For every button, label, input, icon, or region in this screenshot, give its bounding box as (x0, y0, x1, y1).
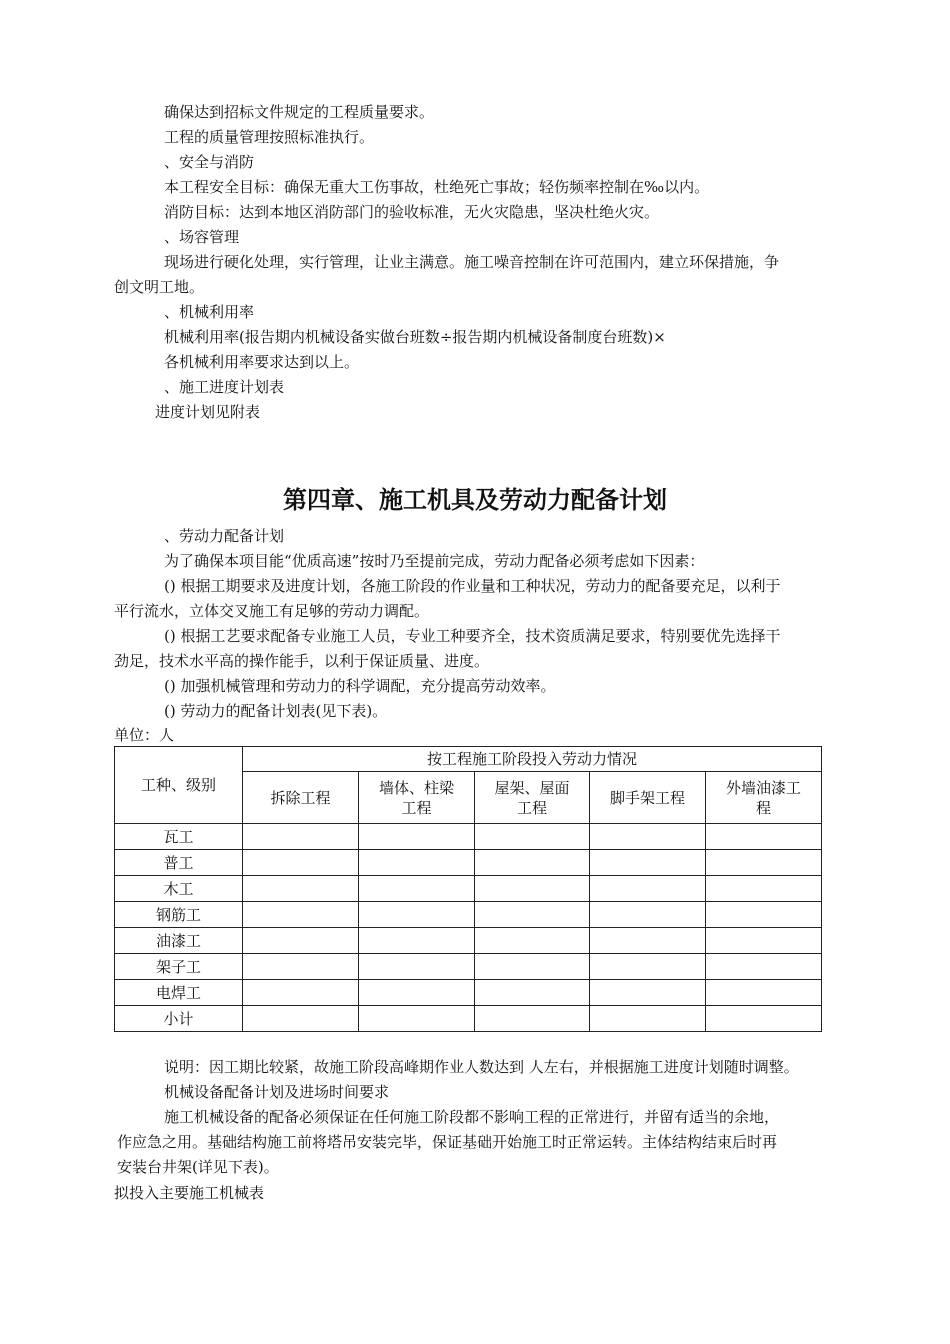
trade-cell: 普工 (115, 850, 243, 876)
section-heading: 机械设备配备计划及进场时间要求 (164, 1083, 390, 1101)
column-header: 外墙油漆工 程 (706, 772, 822, 824)
column-header: 屋架、屋面 工程 (475, 772, 590, 824)
trade-cell: 小计 (115, 1006, 243, 1032)
table-caption: 拟投入主要施工机械表 (114, 1184, 265, 1202)
table-row (115, 928, 822, 954)
trade-cell: 架子工 (115, 954, 243, 980)
paragraph: 工程的质量管理按照标准执行。 (164, 128, 375, 146)
table-row (115, 980, 822, 1006)
paragraph-continuation: 创文明工地。 (114, 278, 205, 296)
column-header: 脚手架工程 (590, 772, 706, 824)
list-item: () 根据工期要求及进度计划，各施工阶段的作业量和工种状况，劳动力的配备要充足，以利于 (164, 577, 781, 595)
paragraph: 消防目标：达到本地区消防部门的验收标准，无火灾隐患，坚决杜绝火灾。 (164, 203, 660, 221)
unit-label: 单位：人 (114, 726, 175, 744)
trade-cell: 电焊工 (115, 980, 243, 1006)
section-heading: 、场容管理 (164, 228, 240, 246)
list-item: () 劳动力的配备计划表(见下表)。 (164, 702, 388, 720)
paragraph: 各机械利用率要求达到以上。 (164, 353, 360, 371)
paragraph: 为了确保本项目能“优质高速”按时乃至提前完成，劳动力配备必须考虑如下因素： (164, 552, 705, 570)
column-header: 拆除工程 (243, 772, 359, 824)
paragraph: 机械利用率(报告期内机械设备实做台班数÷报告期内机械设备制度台班数)× (164, 328, 666, 346)
list-item-continuation: 平行流水，立体交叉施工有足够的劳动力调配。 (114, 602, 430, 620)
paragraph: 进度计划见附表 (155, 403, 261, 421)
trade-cell: 瓦工 (115, 824, 243, 850)
table-row (115, 850, 822, 876)
trade-cell: 木工 (115, 876, 243, 902)
section-heading: 、施工进度计划表 (164, 378, 285, 396)
table-row (115, 824, 822, 850)
paragraph-continuation: 安装台井架(详见下表)。 (117, 1158, 279, 1176)
list-item: () 加强机械管理和劳动力的科学调配，充分提高劳动效率。 (164, 677, 556, 695)
paragraph-continuation: 作应急之用。基础结构施工前将塔吊安装完毕，保证基础开始施工时正常运转。主体结构结束后时再 (117, 1133, 778, 1151)
section-heading: 、劳动力配备计划 (164, 527, 285, 545)
table-row (115, 1006, 822, 1032)
paragraph: 现场进行硬化处理，实行管理，让业主满意。施工噪音控制在许可范围内，建立环保措施，争 (164, 253, 780, 271)
section-heading: 、机械利用率 (164, 303, 255, 321)
row-header-cell: 工种、级别 (115, 747, 243, 824)
column-header: 墙体、柱梁 工程 (359, 772, 475, 824)
paragraph: 本工程安全目标：确保无重大工伤事故，杜绝死亡事故；轻伤频率控制在‰以内。 (164, 178, 710, 196)
trade-cell: 油漆工 (115, 928, 243, 954)
paragraph: 确保达到招标文件规定的工程质量要求。 (164, 103, 435, 121)
list-item-continuation: 劲足，技术水平高的操作能手，以利于保证质量、进度。 (114, 652, 490, 670)
table-row (115, 954, 822, 980)
list-item: () 根据工艺要求配备专业施工人员，专业工种要齐全，技术资质满足要求，特别要优先选择干 (164, 627, 781, 645)
table-row (115, 902, 822, 928)
note: 说明：因工期比较紧，故施工阶段高峰期作业人数达到 人左右，并根据施工进度计划随时调整。 (164, 1058, 799, 1076)
table-row (115, 876, 822, 902)
chapter-title: 第四章、施工机具及劳动力配备计划 (283, 486, 667, 514)
paragraph: 施工机械设备的配备必须保证在任何施工阶段都不影响工程的正常进行，并留有适当的余地， (164, 1108, 780, 1126)
labor-plan-table (114, 746, 822, 1032)
group-header-cell: 按工程施工阶段投入劳动力情况 (243, 747, 822, 772)
trade-cell: 钢筋工 (115, 902, 243, 928)
section-heading: 、安全与消防 (164, 153, 255, 171)
